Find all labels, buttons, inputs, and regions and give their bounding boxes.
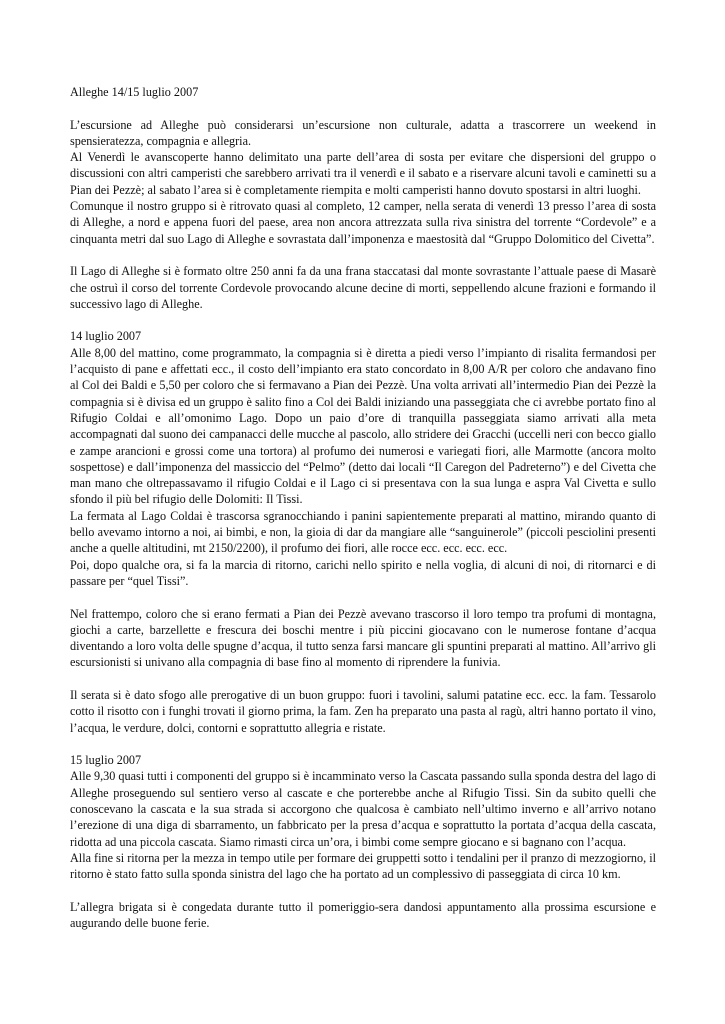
spacer (70, 247, 656, 263)
spacer (70, 736, 656, 752)
intro-paragraph-2: Al Venerdì le avanscoperte hanno delimitato una parte dell’area di sosta per evitare che dispersioni del gruppo o discussioni con altri camperisti che sarebbero arrivati tra il venerdì e il sabato e a riservare alcuni tavoli e caminetti su a Pian dei Pezzè; al sabato l’area si è completamente riempita e molti camperisti hanno dovuto spostarsi in altri luoghi. (70, 150, 656, 197)
document-heading: Alleghe 14/15 luglio 2007 (70, 85, 199, 99)
day1-paragraph-3: Poi, dopo qualche ora, si fa la marcia di ritorno, carichi nello spirito e nella voglia, di alcuni di noi, di ritornarci e di passare per “quel Tissi”. (70, 557, 656, 588)
day2-paragraph-1: Alle 9,30 quasi tutti i componenti del gruppo si è incamminato verso la Cascata passando sulla sponda destra del lago di Alleghe proseguendo sul sentiero verso al cascate e che porterebbe anche al Rifugio Tissi. Sin da subito quelli che conoscevano la cascata e la sua strada si accorgono che qualcosa è cambiato nell’ultimo inverno e all’arrivo notano l’erezione di una diga di sbarramento, un fabbricato per la presa d’acqua e soprattutto la portata d’acqua della cascata, ridotta ad una piccola cascata. Siamo rimasti circa un’ora, i bimbi come sempre giocano e si bagnano con l’acqua. (70, 769, 656, 849)
evening-paragraph: Il serata si è dato sfogo alle prerogative di un buon gruppo: fuori i tavolini, salumi patatine ecc. ecc. la fam. Tessarolo cotto il risotto con i funghi trovati il giorno prima, la fam. Zen ha preparato una pasta al ragù, altri hanno portato il vino, l’acqua, le verdure, dolci, contorni e soprattutto allegria e ristate. (70, 687, 656, 735)
intro-paragraph-1: L’escursione ad Alleghe può considerarsi un’escursione non culturale, adatta a trascorrere un weekend in spensieratezza, compagnia e allegria. (70, 117, 656, 148)
spacer (70, 100, 656, 116)
day1-paragraph-1: Alle 8,00 del mattino, come programmato, la compagnia si è diretta a piedi verso l’impianto di risalita fermandosi per l’acquisto di pane e affettati ecc., il costo dell’impianto era stato concordato in 8,00 A/R per coloro che andavano fino al Col dei Baldi e 5,50 per coloro che si fermavano a Pian dei Pezzè. Una volta arrivati all’intermedio Pian dei Pezzè la compagnia si è divisa ed un gruppo è salito fino a Col dei Baldi iniziando una passeggiata che ci avrebbe portato fino al Rifugio Coldai e all’omonimo Lago. Dopo un paio d’ore di tranquilla passeggiata siamo arrivati alla meta accompagnati dal suono dei campanacci delle mucche al pascolo, allo stridere dei Gracchi (uccelli neri con becco giallo e zampe arancioni e grossi come una tortora) al profumo dei numerosi e variegati fiori, alle Marmotte (ancora molto sospettose) e dall’imponenza del massiccio del “Pelmo” (detto dai locali “Il Caregon del Padreterno”) e del Civetta che man mano che oltrepassavamo il rifugio Coldai e il Lago ci si presentava con la sua lunga e aspra Val Civetta e sullo sfondo il più bel rifugio delle Dolomiti: Il Tissi. (70, 345, 656, 507)
day2-paragraph-2: Alla fine si ritorna per la mezza in tempo utile per formare dei gruppetti sotto i tendalini per il pranzo di mezzogiorno, il ritorno è stato fatto sulla sponda sinistra del lago che ha portato ad un complessivo di passeggiata di circa 10 km. (70, 850, 656, 882)
closing-paragraph: L’allegra brigata si è congedata durante tutto il pomeriggio-sera dandosi appuntamento alla prossima escursione e augurando delle buone ferie. (70, 899, 656, 931)
document-page (70, 84, 656, 931)
intro-paragraph-3: Comunque il nostro gruppo si è ritrovato quasi al completo, 12 camper, nella serata di venerdì 13 presso l’area di sosta di Alleghe, a nord e appena fuori del paese, area non ancora attrezzata sulla riva sinistra del torrente “Cordevole” e a cinquanta metri dal suo Lago di Alleghe e sovrastata dall’imponenza e maestosità dal “Gruppo Dolomitico del Civetta”. (70, 199, 656, 246)
spacer (70, 671, 656, 687)
lake-paragraph: Il Lago di Alleghe si è formato oltre 250 anni fa da una frana staccatasi dal monte sovrastante l’attuale paese di Masarè che ostruì il corso del torrente Cordevole provocando alcune decine di morti, seppellendo alcune frazioni e formando il successivo lago di Alleghe. (70, 264, 656, 311)
day1-paragraph-2: La fermata al Lago Coldai è trascorsa sgranocchiando i panini sapientemente preparati al mattino, mirando quanto di bello avevamo intorno a noi, ai bimbi, e non, la gioia di dar da mangiare alle “sanguinerole” (piccoli pesciolini presenti anche a quelle altitudini, mt 2150/2200), il profumo dei fiori, alle rocce ecc. ecc. ecc. ecc. (70, 508, 656, 556)
day1-date: 14 luglio 2007 (70, 329, 142, 344)
spacer (70, 883, 656, 899)
day2-date: 15 luglio 2007 (70, 753, 142, 768)
spacer (70, 312, 656, 328)
spacer (70, 589, 656, 605)
pian-paragraph: Nel frattempo, coloro che si erano fermati a Pian dei Pezzè avevano trascorso il loro tempo tra profumi di montagna, giochi a carte, barzellette e frescura dei boschi mentre i più piccini giocavano con le numerose fontane d’acqua diventando a loro volta delle spugne d’acqua, il tutto senza farsi mancare gli spuntini preparati al mattino. All’arrivo gli escursionisti si univano alla compagnia di base fino al momento di riprendere la funivia. (70, 606, 656, 670)
